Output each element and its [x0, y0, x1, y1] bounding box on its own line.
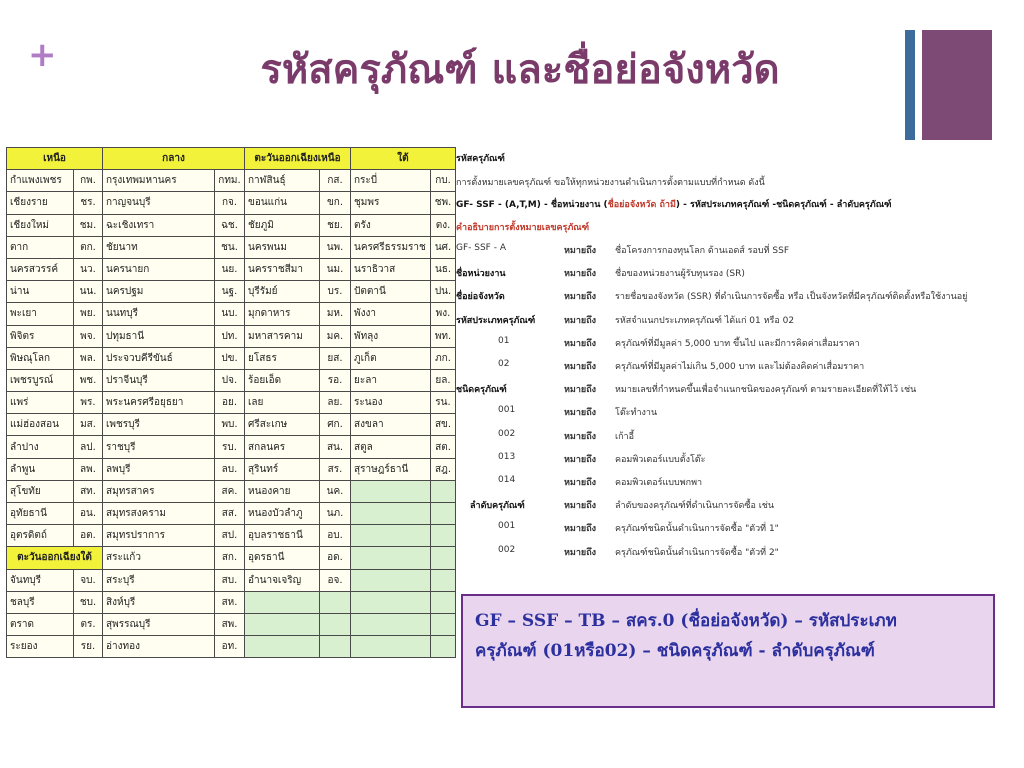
- info-term: 002: [498, 544, 516, 555]
- info-definition: ชื่อของหน่วยงานผู้รับทุนรอง (SR): [615, 269, 745, 280]
- header-southeast: ตะวันออกเฉียงใต้: [7, 547, 103, 569]
- table-row: [7, 414, 456, 436]
- info-term: 02: [498, 359, 510, 369]
- province-name-cell: สุพรรณบุรี: [103, 613, 215, 635]
- info-means-label: หมายถึง: [564, 501, 597, 512]
- info-means-label: หมายถึง: [564, 385, 597, 396]
- info-term: 001: [498, 521, 516, 532]
- table-row: [7, 281, 456, 303]
- province-abbr-cell: กบ.: [431, 170, 456, 192]
- info-definition: หมายเลขที่กำหนดขึ้นเพื่อจำแนกชนิดของครุภัณฑ์ ตามรายละเอียดที่ให้ไว้ เช่น: [615, 385, 917, 396]
- table-row: [7, 613, 456, 635]
- info-means-label: หมายถึง: [564, 315, 597, 326]
- province-abbreviation-table: [6, 147, 456, 658]
- decorative-thin-bar: [905, 30, 915, 140]
- province-name-cell: บุรีรัมย์: [245, 281, 320, 303]
- province-name-cell: กระบี่: [351, 170, 431, 192]
- province-name-cell: นครนายก: [103, 258, 215, 280]
- province-name-cell: สุโขทัย: [7, 480, 74, 502]
- province-abbr-cell: [431, 613, 456, 635]
- info-means-label: หมายถึง: [564, 547, 597, 558]
- province-abbr-cell: นว.: [74, 258, 103, 280]
- info-means-label: หมายถึง: [564, 524, 597, 535]
- province-abbr-cell: พจ.: [74, 325, 103, 347]
- province-name-cell: สงขลา: [351, 414, 431, 436]
- province-abbr-cell: ตง.: [431, 214, 456, 236]
- province-name-cell: กรุงเทพมหานคร: [103, 170, 215, 192]
- info-term: GF- SSF - A: [456, 243, 506, 253]
- info-definition: ครุภัณฑ์ที่มีมูลค่าไม่เกิน 5,000 บาท และไม่ต้องคิดค่าเสื่อมราคา: [615, 362, 865, 372]
- table-row: [7, 436, 456, 458]
- province-abbr-cell: ศก.: [320, 414, 351, 436]
- province-name-cell: พัทลุง: [351, 325, 431, 347]
- province-abbr-cell: อน.: [74, 503, 103, 525]
- province-name-cell: แพร่: [7, 392, 74, 414]
- header-northeast: ตะวันออกเฉียงเหนือ: [245, 148, 351, 170]
- info-term: ลำดับครุภัณฑ์: [470, 501, 525, 512]
- province-abbr-cell: สพ.: [215, 613, 245, 635]
- province-name-cell: มุกดาหาร: [245, 303, 320, 325]
- province-name-cell: ปราจีนบุรี: [103, 369, 215, 391]
- province-name-cell: หนองคาย: [245, 480, 320, 502]
- province-abbr-cell: สก.: [215, 547, 245, 569]
- province-name-cell: น่าน: [7, 281, 74, 303]
- province-abbr-cell: นบ.: [215, 303, 245, 325]
- province-name-cell: ร้อยเอ็ด: [245, 369, 320, 391]
- province-abbr-cell: ตก.: [74, 236, 103, 258]
- province-abbr-cell: สป.: [215, 525, 245, 547]
- province-name-cell: อุทัยธานี: [7, 503, 74, 525]
- province-name-cell: [351, 591, 431, 613]
- province-abbr-cell: ปข.: [215, 347, 245, 369]
- summary-line-2: ครุภัณฑ์ (01หรือ02) – ชนิดครุภัณฑ์ - ลำดับครุภัณฑ์: [475, 641, 875, 661]
- summary-line-1: GF – SSF – TB – สคร.0 (ชื่อย่อจังหวัด) – รหัสประเภท: [475, 611, 897, 631]
- province-name-cell: พะเยา: [7, 303, 74, 325]
- province-name-cell: เชียงราย: [7, 192, 74, 214]
- table-row: [7, 392, 456, 414]
- province-name-cell: [245, 591, 320, 613]
- info-term: 01: [498, 335, 510, 346]
- province-abbr-cell: ลพ.: [74, 458, 103, 480]
- province-abbr-cell: ชร.: [74, 192, 103, 214]
- table-header-row: [7, 148, 456, 170]
- province-abbr-cell: ชน.: [215, 236, 245, 258]
- province-abbr-cell: ปจ.: [215, 369, 245, 391]
- province-abbr-cell: สห.: [215, 591, 245, 613]
- info-definition: รหัสจำแนกประเภทครุภัณฑ์ ได้แก่ 01 หรือ 02: [615, 315, 795, 326]
- province-name-cell: ระยอง: [7, 636, 74, 658]
- province-name-cell: สกลนคร: [245, 436, 320, 458]
- province-abbr-cell: อท.: [215, 636, 245, 658]
- info-definition: ชื่อโครงการกองทุนโลก ด้านเอดส์ รอบที่ SSF: [615, 246, 790, 256]
- info-means-label: หมายถึง: [564, 362, 597, 372]
- table-row: [7, 303, 456, 325]
- province-name-cell: พิษณุโลก: [7, 347, 74, 369]
- province-abbr-cell: มส.: [74, 414, 103, 436]
- province-abbr-cell: กทม.: [215, 170, 245, 192]
- province-name-cell: ยโสธร: [245, 347, 320, 369]
- province-name-cell: กำแพงเพชร: [7, 170, 74, 192]
- province-abbr-cell: ยล.: [431, 369, 456, 391]
- info-definition: รายชื่อของจังหวัด (SSR) ที่ดำเนินการจัดซื้อ หรือ เป็นจังหวัดที่มีครุภัณฑ์ติดตั้งหรือใช้งานอยู่: [615, 292, 968, 303]
- info-term: รหัสประเภทครุภัณฑ์: [456, 315, 536, 326]
- province-abbr-cell: บร.: [320, 281, 351, 303]
- info-means-label: หมายถึง: [564, 454, 597, 465]
- province-abbr-cell: นธ.: [431, 258, 456, 280]
- province-abbr-cell: สฎ.: [431, 458, 456, 480]
- info-term: 001: [498, 405, 516, 416]
- table-row: [7, 458, 456, 480]
- province-abbr-cell: พท.: [431, 325, 456, 347]
- table-row: [7, 569, 456, 591]
- province-name-cell: จันทบุรี: [7, 569, 74, 591]
- province-name-cell: อุบลราชธานี: [245, 525, 320, 547]
- info-term: ชนิดครุภัณฑ์: [456, 385, 507, 396]
- province-abbr-cell: พร.: [74, 392, 103, 414]
- province-abbr-cell: นย.: [215, 258, 245, 280]
- province-name-cell: นครปฐม: [103, 281, 215, 303]
- info-definition: โต๊ะทำงาน: [615, 408, 658, 419]
- table-row: [7, 214, 456, 236]
- info-means-label: หมายถึง: [564, 292, 597, 303]
- province-abbr-cell: [320, 636, 351, 658]
- province-abbr-cell: ลป.: [74, 436, 103, 458]
- province-abbr-cell: อย.: [215, 392, 245, 414]
- summary-box: [461, 594, 995, 708]
- province-abbr-cell: นค.: [320, 480, 351, 502]
- info-definition: เก้าอี้: [615, 431, 634, 442]
- province-name-cell: สมุทรสงคราม: [103, 503, 215, 525]
- province-name-cell: เพชรบูรณ์: [7, 369, 74, 391]
- province-name-cell: สระบุรี: [103, 569, 215, 591]
- province-abbr-cell: นพ.: [320, 236, 351, 258]
- province-abbr-cell: ยส.: [320, 347, 351, 369]
- format-part-a: GF- SSF - (A,T,M) - ชื่อหน่วยงาน (: [456, 200, 608, 210]
- province-name-cell: [351, 636, 431, 658]
- province-name-cell: ศรีสะเกษ: [245, 414, 320, 436]
- province-abbr-cell: ชย.: [320, 214, 351, 236]
- province-name-cell: ยะลา: [351, 369, 431, 391]
- province-abbr-cell: ชบ.: [74, 591, 103, 613]
- province-name-cell: นครราชสีมา: [245, 258, 320, 280]
- header-central: กลาง: [103, 148, 245, 170]
- province-abbr-cell: สส.: [215, 503, 245, 525]
- info-subheading: คำอธิบายการตั้งหมายเลขครุภัณฑ์: [456, 223, 590, 233]
- province-abbr-cell: อบ.: [320, 525, 351, 547]
- province-name-cell: ราชบุรี: [103, 436, 215, 458]
- info-term: 014: [498, 475, 516, 485]
- province-name-cell: อำนาจเจริญ: [245, 569, 320, 591]
- table-row: [7, 258, 456, 280]
- province-name-cell: ขอนแก่น: [245, 192, 320, 214]
- province-abbr-cell: พช.: [74, 369, 103, 391]
- info-definition: คอมพิวเตอร์แบบพกพา: [615, 478, 703, 488]
- page-title: รหัสครุภัณฑ์ และชื่อย่อจังหวัด: [260, 46, 780, 93]
- info-means-label: หมายถึง: [564, 269, 597, 280]
- province-name-cell: ปทุมธานี: [103, 325, 215, 347]
- province-name-cell: ฉะเชิงเทรา: [103, 214, 215, 236]
- province-abbr-cell: ชม.: [74, 214, 103, 236]
- province-name-cell: พังงา: [351, 303, 431, 325]
- province-name-cell: นนทบุรี: [103, 303, 215, 325]
- province-abbr-cell: [320, 591, 351, 613]
- province-abbr-cell: นน.: [74, 281, 103, 303]
- province-abbr-cell: สข.: [431, 414, 456, 436]
- province-abbr-cell: สบ.: [215, 569, 245, 591]
- province-abbr-cell: พง.: [431, 303, 456, 325]
- province-name-cell: แม่ฮ่องสอน: [7, 414, 74, 436]
- header-south: ใต้: [351, 148, 456, 170]
- province-name-cell: กาญจนบุรี: [103, 192, 215, 214]
- province-abbr-cell: ตร.: [74, 613, 103, 635]
- province-abbr-cell: ขก.: [320, 192, 351, 214]
- province-abbr-cell: อต.: [74, 525, 103, 547]
- info-heading: รหัสครุภัณฑ์: [456, 154, 505, 164]
- info-intro: การตั้งหมายเลขครุภัณฑ์ ขอให้ทุกหน่วยงานดำเนินการตั้งตามแบบที่กำหนด ดังนี้: [456, 178, 765, 188]
- province-name-cell: กาฬสินธุ์: [245, 170, 320, 192]
- table-row: [7, 636, 456, 658]
- province-name-cell: [351, 480, 431, 502]
- province-abbr-cell: จบ.: [74, 569, 103, 591]
- province-abbr-cell: นภ.: [320, 503, 351, 525]
- province-name-cell: สุราษฎร์ธานี: [351, 458, 431, 480]
- province-name-cell: นครพนม: [245, 236, 320, 258]
- table-row: [7, 525, 456, 547]
- province-name-cell: พระนครศรีอยุธยา: [103, 392, 215, 414]
- province-name-cell: ตรัง: [351, 214, 431, 236]
- table-row: [7, 369, 456, 391]
- province-name-cell: ประจวบคีรีขันธ์: [103, 347, 215, 369]
- province-name-cell: นราธิวาส: [351, 258, 431, 280]
- province-abbr-cell: รอ.: [320, 369, 351, 391]
- province-name-cell: สระแก้ว: [103, 547, 215, 569]
- decorative-thick-bar: [922, 30, 992, 140]
- province-abbr-cell: มห.: [320, 303, 351, 325]
- equipment-code-info-panel: [452, 147, 1010, 577]
- province-abbr-cell: สค.: [215, 480, 245, 502]
- province-name-cell: สิงห์บุรี: [103, 591, 215, 613]
- province-abbr-cell: ปน.: [431, 281, 456, 303]
- province-name-cell: เชียงใหม่: [7, 214, 74, 236]
- table-row: [7, 192, 456, 214]
- province-abbr-cell: ภก.: [431, 347, 456, 369]
- province-name-cell: นครสวรรค์: [7, 258, 74, 280]
- province-abbr-cell: นศ.: [431, 236, 456, 258]
- info-term: ชื่อย่อจังหวัด: [456, 292, 505, 303]
- table-row: [7, 480, 456, 502]
- province-name-cell: ชัยภูมิ: [245, 214, 320, 236]
- info-definition: ครุภัณฑ์ชนิดนั้นดำเนินการจัดซื้อ "ตัวที่ 1": [615, 524, 779, 535]
- info-definition: คอมพิวเตอร์แบบตั้งโต๊ะ: [615, 454, 706, 465]
- province-name-cell: สมุทรสาคร: [103, 480, 215, 502]
- province-name-cell: สมุทรปราการ: [103, 525, 215, 547]
- province-name-cell: ลำปาง: [7, 436, 74, 458]
- table-row: [7, 236, 456, 258]
- info-means-label: หมายถึง: [564, 246, 597, 256]
- province-abbr-cell: นม.: [320, 258, 351, 280]
- province-name-cell: ชุมพร: [351, 192, 431, 214]
- info-means-label: หมายถึง: [564, 431, 597, 442]
- table-row: [7, 170, 456, 192]
- info-definition: ครุภัณฑ์ที่มีมูลค่า 5,000 บาท ขึ้นไป และมีการคิดค่าเสื่อมราคา: [615, 338, 860, 349]
- table-row: [7, 325, 456, 347]
- province-name-cell: [351, 613, 431, 635]
- info-definition: ครุภัณฑ์ชนิดนั้นดำเนินการจัดซื้อ "ตัวที่ 2": [615, 547, 779, 558]
- province-name-cell: ชัยนาท: [103, 236, 215, 258]
- table-row: [7, 503, 456, 525]
- info-definition: ลำดับของครุภัณฑ์ที่ดำเนินการจัดซื้อ เช่น: [615, 501, 775, 512]
- info-term: 013: [498, 451, 516, 462]
- province-abbr-cell: กพ.: [74, 170, 103, 192]
- province-name-cell: [245, 613, 320, 635]
- province-name-cell: ตาก: [7, 236, 74, 258]
- province-name-cell: พิจิตร: [7, 325, 74, 347]
- province-name-cell: สุรินทร์: [245, 458, 320, 480]
- province-abbr-cell: พย.: [74, 303, 103, 325]
- province-abbr-cell: ลย.: [320, 392, 351, 414]
- header-north: เหนือ: [7, 148, 103, 170]
- province-name-cell: ชลบุรี: [7, 591, 74, 613]
- province-name-cell: อุดรธานี: [245, 547, 320, 569]
- info-means-label: หมายถึง: [564, 408, 597, 419]
- province-name-cell: นครศรีธรรมราช: [351, 236, 431, 258]
- province-abbr-cell: สน.: [320, 436, 351, 458]
- province-name-cell: ลำพูน: [7, 458, 74, 480]
- province-name-cell: ตราด: [7, 613, 74, 635]
- province-abbr-cell: สต.: [431, 436, 456, 458]
- province-name-cell: ระนอง: [351, 392, 431, 414]
- province-abbr-cell: ชพ.: [431, 192, 456, 214]
- province-abbr-cell: พล.: [74, 347, 103, 369]
- province-abbr-cell: สท.: [74, 480, 103, 502]
- province-abbr-cell: ปท.: [215, 325, 245, 347]
- info-term: ชื่อหน่วยงาน: [456, 269, 506, 280]
- province-name-cell: ปัตตานี: [351, 281, 431, 303]
- province-name-cell: [351, 547, 431, 569]
- province-name-cell: [351, 525, 431, 547]
- table-row: [7, 591, 456, 613]
- province-abbr-cell: อจ.: [320, 569, 351, 591]
- province-abbr-cell: รย.: [74, 636, 103, 658]
- format-red-part: ชื่อย่อจังหวัด ถ้ามี: [607, 200, 676, 210]
- province-abbr-cell: [431, 636, 456, 658]
- province-abbr-cell: กส.: [320, 170, 351, 192]
- province-abbr-cell: พบ.: [215, 414, 245, 436]
- province-abbr-cell: รบ.: [215, 436, 245, 458]
- province-name-cell: เลย: [245, 392, 320, 414]
- format-line: [456, 197, 892, 211]
- table-row: [7, 547, 456, 569]
- province-name-cell: [351, 569, 431, 591]
- province-abbr-cell: มค.: [320, 325, 351, 347]
- province-abbr-cell: อด.: [320, 547, 351, 569]
- province-name-cell: สตูล: [351, 436, 431, 458]
- info-means-label: หมายถึง: [564, 338, 597, 349]
- province-abbr-cell: [431, 591, 456, 613]
- plus-icon: +: [28, 35, 57, 75]
- province-abbr-cell: ฉช.: [215, 214, 245, 236]
- info-means-label: หมายถึง: [564, 478, 597, 488]
- format-part-b: ) - รหัสประเภทครุภัณฑ์ -ชนิดครุภัณฑ์ - ลำดับครุภัณฑ์: [675, 200, 892, 210]
- province-abbr-cell: กจ.: [215, 192, 245, 214]
- info-term: 002: [498, 428, 516, 439]
- province-name-cell: เพชรบุรี: [103, 414, 215, 436]
- province-name-cell: อ่างทอง: [103, 636, 215, 658]
- province-name-cell: อุตรดิตถ์: [7, 525, 74, 547]
- province-name-cell: หนองบัวลำภู: [245, 503, 320, 525]
- province-abbr-cell: สร.: [320, 458, 351, 480]
- table-row: [7, 347, 456, 369]
- province-name-cell: ภูเก็ต: [351, 347, 431, 369]
- province-abbr-cell: นฐ.: [215, 281, 245, 303]
- province-abbr-cell: ลบ.: [215, 458, 245, 480]
- province-name-cell: ลพบุรี: [103, 458, 215, 480]
- province-abbr-cell: รน.: [431, 392, 456, 414]
- province-name-cell: มหาสารคาม: [245, 325, 320, 347]
- province-name-cell: [245, 636, 320, 658]
- province-abbr-cell: [320, 613, 351, 635]
- province-name-cell: [351, 503, 431, 525]
